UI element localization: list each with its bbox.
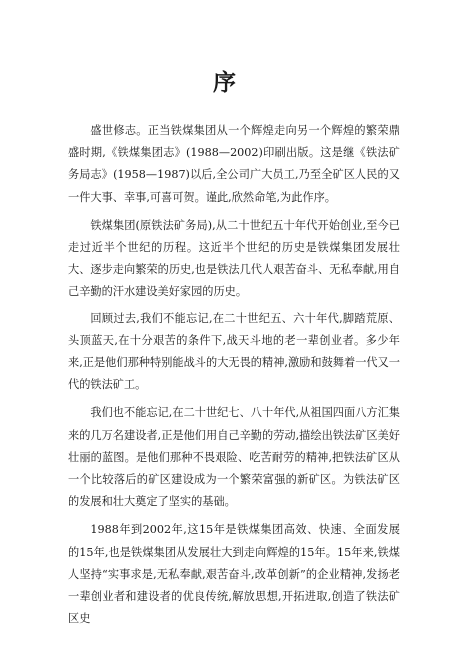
paragraph-1: 盛世修志。正当铁煤集团从一个辉煌走向另一个辉煌的繁荣鼎盛时期,《铁煤集团志》(1988—2002)印刷出版。这是继《铁法矿务局志》(1958—1987)以后,全公司广大员工,乃至全矿区人民的又一件大事、幸事,可喜可贺。谨此,欣然命笔,为此作序。 — [68, 124, 400, 204]
page-title: 序 — [213, 70, 237, 96]
paragraph-3: 回顾过去,我们不能忘记,在二十世纪五、六十年代,脚踏荒原、头顶蓝天,在十分艰苦的条件下,战天斗地的老一辈创业者。多少年来,正是他们那种特别能战斗的大无畏的精神,激励和鼓舞着一代又一代的铁法矿工。 — [68, 311, 400, 392]
paragraph-2: 铁煤集团(原铁法矿务局),从二十世纪五十年代开始创业,至今已走过近半个世纪的历程。这近半个世纪的历史是铁煤集团发展壮大、逐步走向繁荣的历史,也是铁法几代人艰苦奋斗、无私奉献,用自己辛勤的汗水建设美好家园的历史。 — [68, 218, 400, 299]
document-body — [68, 120, 400, 636]
paragraph-4: 我们也不能忘记,在二十世纪七、八十年代,从祖国四面八方汇集来的几万名建设者,正是他们用自己辛勤的劳动,描绘出铁法矿区美好壮丽的蓝图。是他们那种不畏艰险、吃苦耐劳的精神,把铁法矿区从一个比较落后的矿区建设成为一个繁荣富强的新矿区。为铁法矿区的发展和壮大奠定了坚实的基础。 — [68, 406, 400, 509]
paragraph-5: 1988年到2002年,这15年是铁煤集团高效、快速、全面发展的15年,也是铁煤集团从发展壮大到走向辉煌的15年。15年来,铁煤人坚持“实事求是,无私奉献,艰苦奋斗,改革创新”的企业精神,发扬老一辈创业者和建设者的优良传统,解放思想,开拓进取,创造了铁法矿区史 — [68, 523, 400, 626]
